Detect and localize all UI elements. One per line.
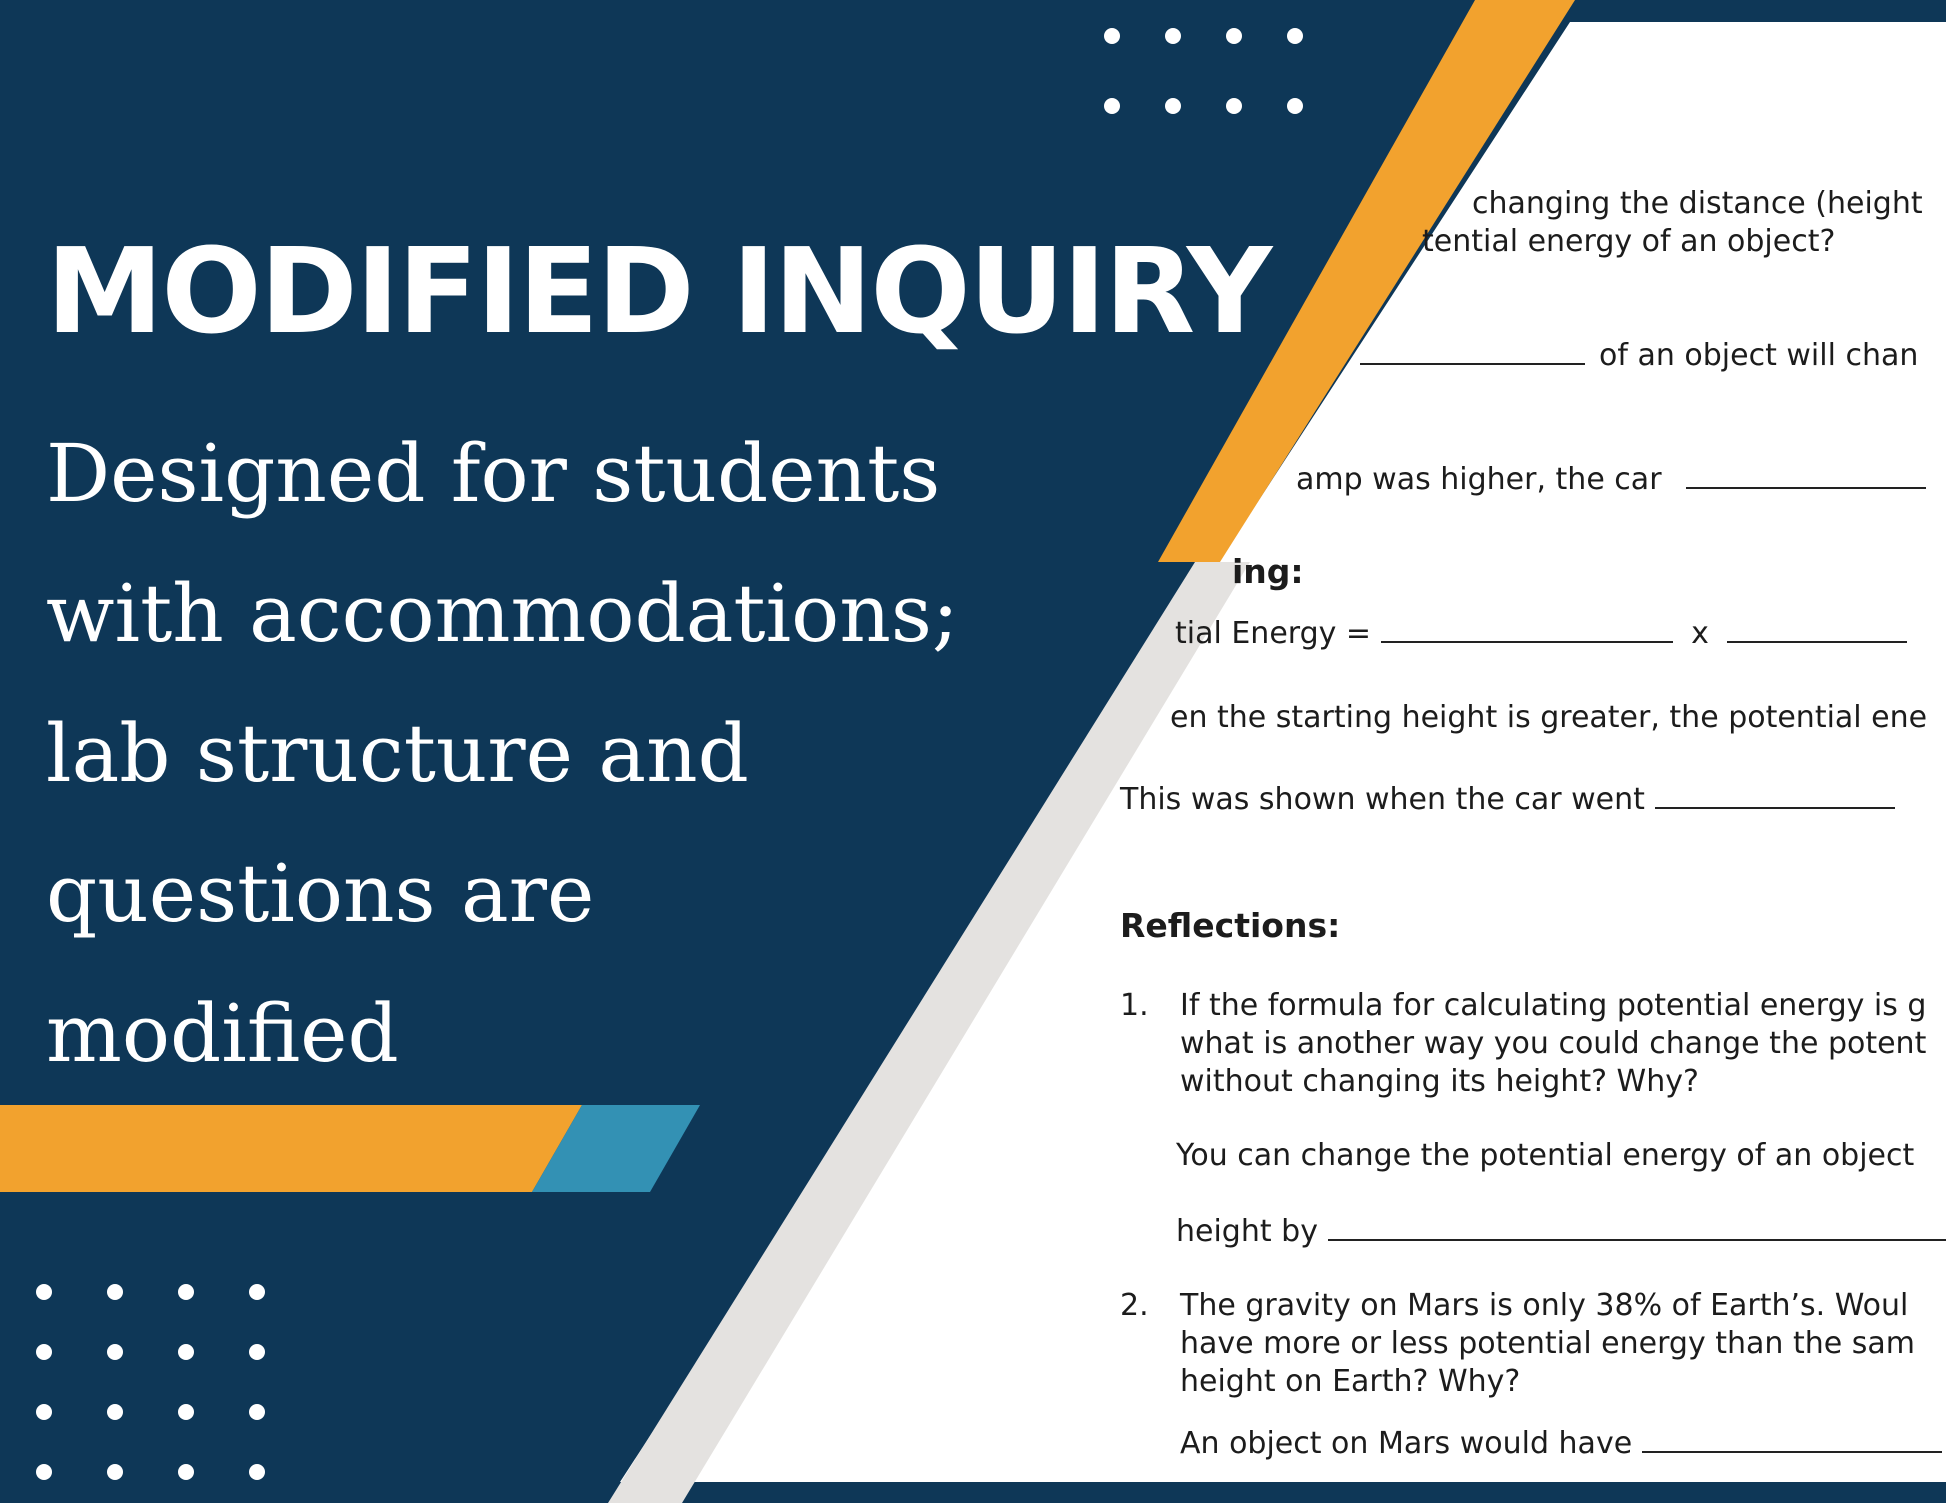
decor-dot	[107, 1284, 123, 1300]
formula-blank-1[interactable]	[1381, 640, 1673, 643]
worksheet-question-line1: changing the distance (height	[1472, 186, 1923, 221]
subtext-block	[46, 404, 1146, 1104]
decor-dot	[1104, 98, 1120, 114]
decor-dot	[1287, 28, 1303, 44]
decor-dot	[249, 1284, 265, 1300]
decor-dot	[249, 1464, 265, 1480]
worksheet-question-line2: tential energy of an object?	[1422, 224, 1836, 259]
formula-blank-2[interactable]	[1727, 640, 1907, 643]
answer-blank[interactable]	[1360, 362, 1585, 365]
worksheet-height-line: en the starting height is greater, the potential ene	[1170, 700, 1928, 735]
q1-number: 1.	[1120, 988, 1149, 1023]
reflection-q2	[1120, 1288, 1908, 1323]
q2-answer-row	[1180, 1426, 1942, 1461]
decor-dot	[178, 1284, 194, 1300]
reflection-q2-line2: have more or less potential energy than the sam	[1180, 1326, 1915, 1361]
decor-dot	[1287, 98, 1303, 114]
reflections-heading: Reflections:	[1120, 906, 1341, 945]
q1-line: If the formula for calculating potential energy is g	[1180, 988, 1927, 1023]
q2-answer-label: An object on Mars would have	[1180, 1426, 1633, 1461]
subtext-line: lab structure and	[46, 707, 749, 800]
answer1-text: of an object will chan	[1599, 338, 1919, 373]
q1-answer-line1: You can change the potential energy of an object	[1176, 1138, 1915, 1173]
worksheet-answer1-row	[1360, 338, 1918, 373]
subtext-line: questions are	[46, 847, 595, 940]
worksheet-section-fragment: ing:	[1232, 552, 1304, 591]
decor-dot	[1226, 98, 1242, 114]
formula-label: tial Energy =	[1175, 616, 1372, 651]
subtext-line: Designed for students	[46, 427, 941, 520]
headline-title: MODIFIED INQUIRY	[46, 222, 1271, 360]
decor-dot	[249, 1404, 265, 1420]
decor-dot	[1165, 98, 1181, 114]
shown-blank[interactable]	[1655, 806, 1895, 809]
reflection-q1	[1120, 988, 1926, 1023]
decor-dot	[178, 1344, 194, 1360]
worksheet-ramp-row	[1296, 462, 1926, 497]
q1-answer-blank[interactable]	[1328, 1238, 1946, 1241]
decor-dot	[36, 1404, 52, 1420]
decor-dot	[107, 1404, 123, 1420]
q2-answer-blank[interactable]	[1642, 1450, 1942, 1453]
decor-dot	[36, 1464, 52, 1480]
reflection-q1-line2: what is another way you could change the potent	[1180, 1026, 1927, 1061]
worksheet-formula-row	[1175, 616, 1907, 651]
q2-number: 2.	[1120, 1288, 1149, 1323]
reflection-q2-line3: height on Earth? Why?	[1180, 1364, 1521, 1399]
ramp-blank[interactable]	[1686, 486, 1926, 489]
q2-line: The gravity on Mars is only 38% of Earth’s. Woul	[1180, 1288, 1909, 1323]
worksheet-shown-row	[1120, 782, 1895, 817]
decor-dot	[249, 1344, 265, 1360]
decor-dot	[178, 1464, 194, 1480]
formula-times: x	[1691, 616, 1709, 651]
decor-dot	[1104, 28, 1120, 44]
orange-stripe	[0, 1105, 582, 1192]
decor-dot	[107, 1464, 123, 1480]
shown-text: This was shown when the car went	[1120, 782, 1645, 817]
decor-dot	[36, 1284, 52, 1300]
subtext-line: modified	[46, 987, 399, 1080]
decor-dot	[36, 1344, 52, 1360]
reflection-q1-line3: without changing its height? Why?	[1180, 1064, 1699, 1099]
decor-dot	[107, 1344, 123, 1360]
ramp-text: amp was higher, the car	[1296, 462, 1662, 497]
decor-dot	[1165, 28, 1181, 44]
q1-answer-label: height by	[1176, 1214, 1318, 1249]
q1-answer-row	[1176, 1214, 1946, 1249]
subtext-line: with accommodations;	[46, 567, 959, 660]
decor-dot	[178, 1404, 194, 1420]
decor-dot	[1226, 28, 1242, 44]
